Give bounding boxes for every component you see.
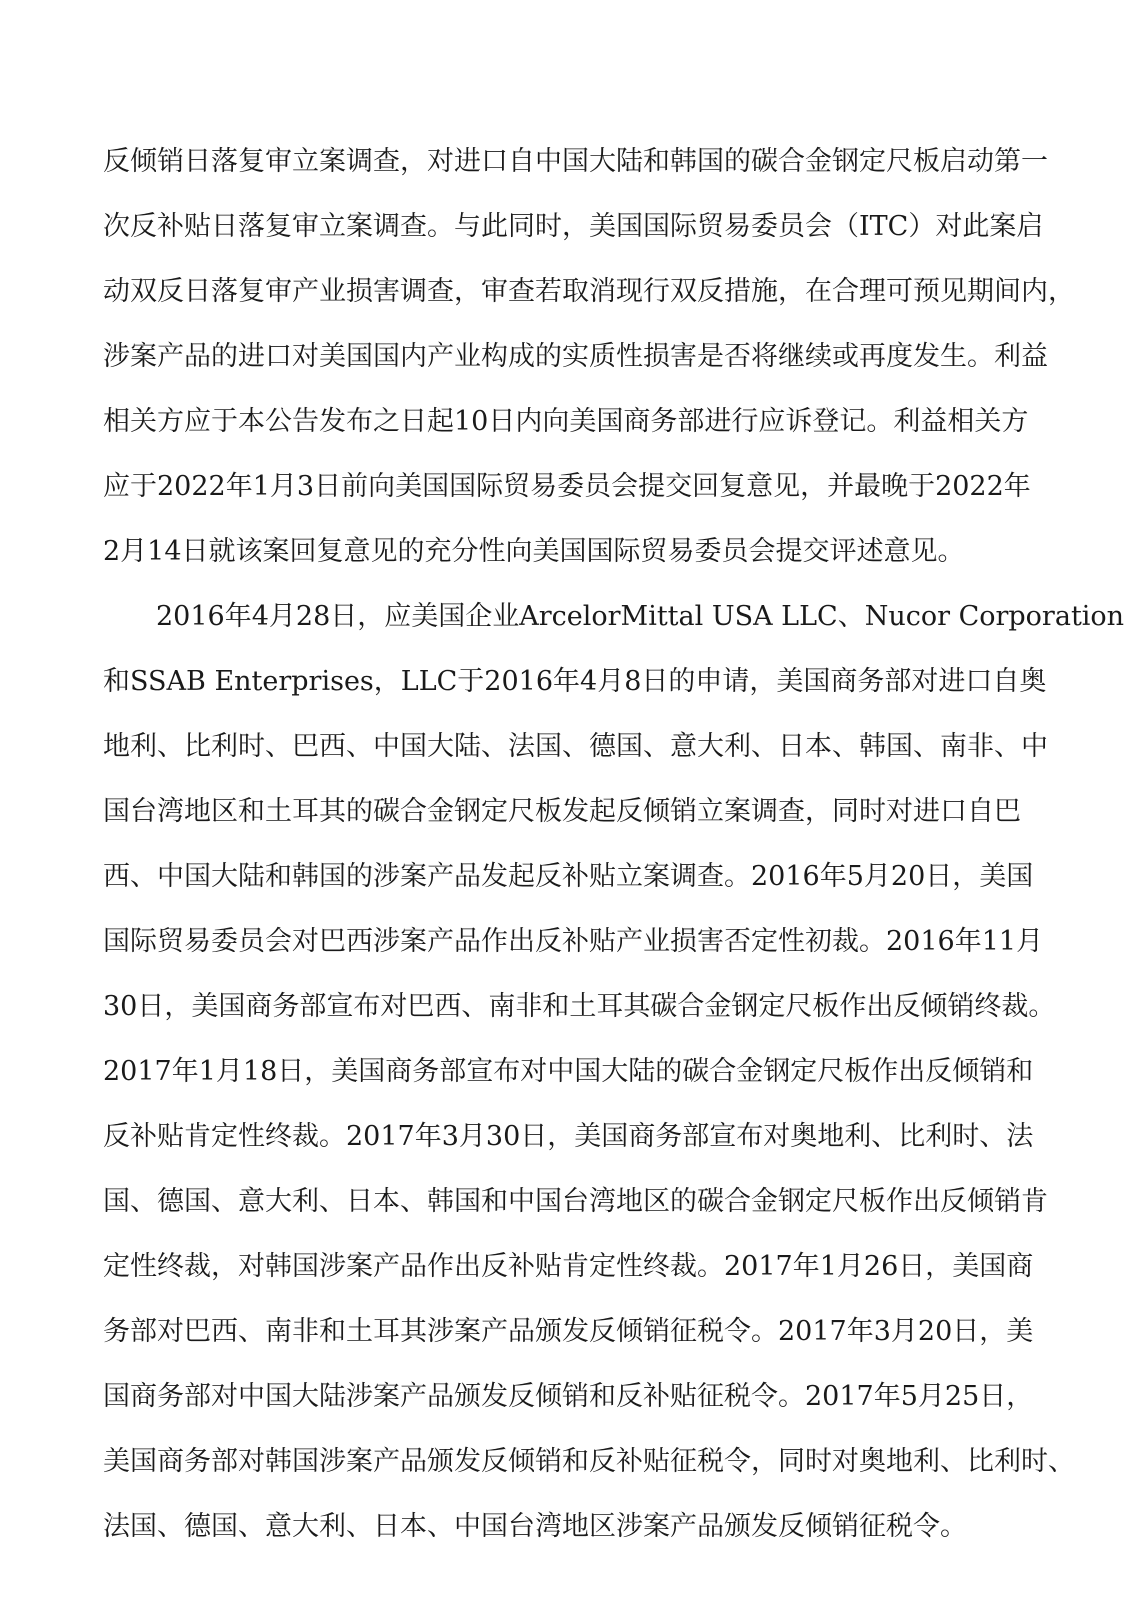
paragraph-line: 涉案产品的进口对美国国内产业构成的实质性损害是否将继续或再度发生。利益	[103, 341, 1048, 372]
paragraph-line: 地利、比利时、巴西、中国大陆、法国、德国、意大利、日本、韩国、南非、中	[103, 731, 1048, 762]
paragraph-line: 2月14日就该案回复意见的充分性向美国国际贸易委员会提交评述意见。	[103, 536, 965, 567]
paragraph-line: 和SSAB Enterprises，LLC于2016年4月8日的申请，美国商务部对进口自奥	[103, 666, 1047, 697]
paragraph-line: 反倾销日落复审立案调查，对进口自中国大陆和韩国的碳合金钢定尺板启动第一	[103, 146, 1048, 177]
paragraph-line: 务部对巴西、南非和土耳其涉案产品颁发反倾销征税令。2017年3月20日，美	[103, 1316, 1034, 1347]
paragraph-line: 法国、德国、意大利、日本、中国台湾地区涉案产品颁发反倾销征税令。	[103, 1511, 967, 1542]
paragraph-line: 国商务部对中国大陆涉案产品颁发反倾销和反补贴征税令。2017年5月25日，	[103, 1381, 1034, 1412]
paragraph-line: 次反补贴日落复审立案调查。与此同时，美国国际贸易委员会（ITC）对此案启	[103, 211, 1044, 242]
paragraph-line: 2017年1月18日，美国商务部宣布对中国大陆的碳合金钢定尺板作出反倾销和	[103, 1056, 1034, 1087]
paragraph-line: 定性终裁，对韩国涉案产品作出反补贴肯定性终裁。2017年1月26日，美国商	[103, 1251, 1034, 1282]
paragraph-line: 美国商务部对韩国涉案产品颁发反倾销和反补贴征税令，同时对奥地利、比利时、	[103, 1446, 1075, 1477]
paragraph-line: 国台湾地区和土耳其的碳合金钢定尺板发起反倾销立案调查，同时对进口自巴	[103, 796, 1021, 827]
paragraph-line: 反补贴肯定性终裁。2017年3月30日，美国商务部宣布对奥地利、比利时、法	[103, 1121, 1034, 1152]
paragraph-line: 国、德国、意大利、日本、韩国和中国台湾地区的碳合金钢定尺板作出反倾销肯	[103, 1186, 1048, 1217]
paragraph-line: 30日，美国商务部宣布对巴西、南非和土耳其碳合金钢定尺板作出反倾销终裁。	[103, 991, 1056, 1022]
paragraph-line: 应于2022年1月3日前向美国国际贸易委员会提交回复意见，并最晚于2022年	[103, 471, 1031, 502]
paragraph-line: 西、中国大陆和韩国的涉案产品发起反补贴立案调查。2016年5月20日，美国	[103, 861, 1034, 892]
paragraph-line: 2016年4月28日，应美国企业ArcelorMittal USA LLC、Nucor Corporation	[156, 601, 1125, 632]
paragraph-line: 国际贸易委员会对巴西涉案产品作出反补贴产业损害否定性初裁。2016年11月	[103, 926, 1044, 957]
paragraph-line: 动双反日落复审产业损害调查，审查若取消现行双反措施，在合理可预见期间内，	[103, 276, 1075, 307]
paragraph-line: 相关方应于本公告发布之日起10日内向美国商务部进行应诉登记。利益相关方	[103, 406, 1029, 437]
